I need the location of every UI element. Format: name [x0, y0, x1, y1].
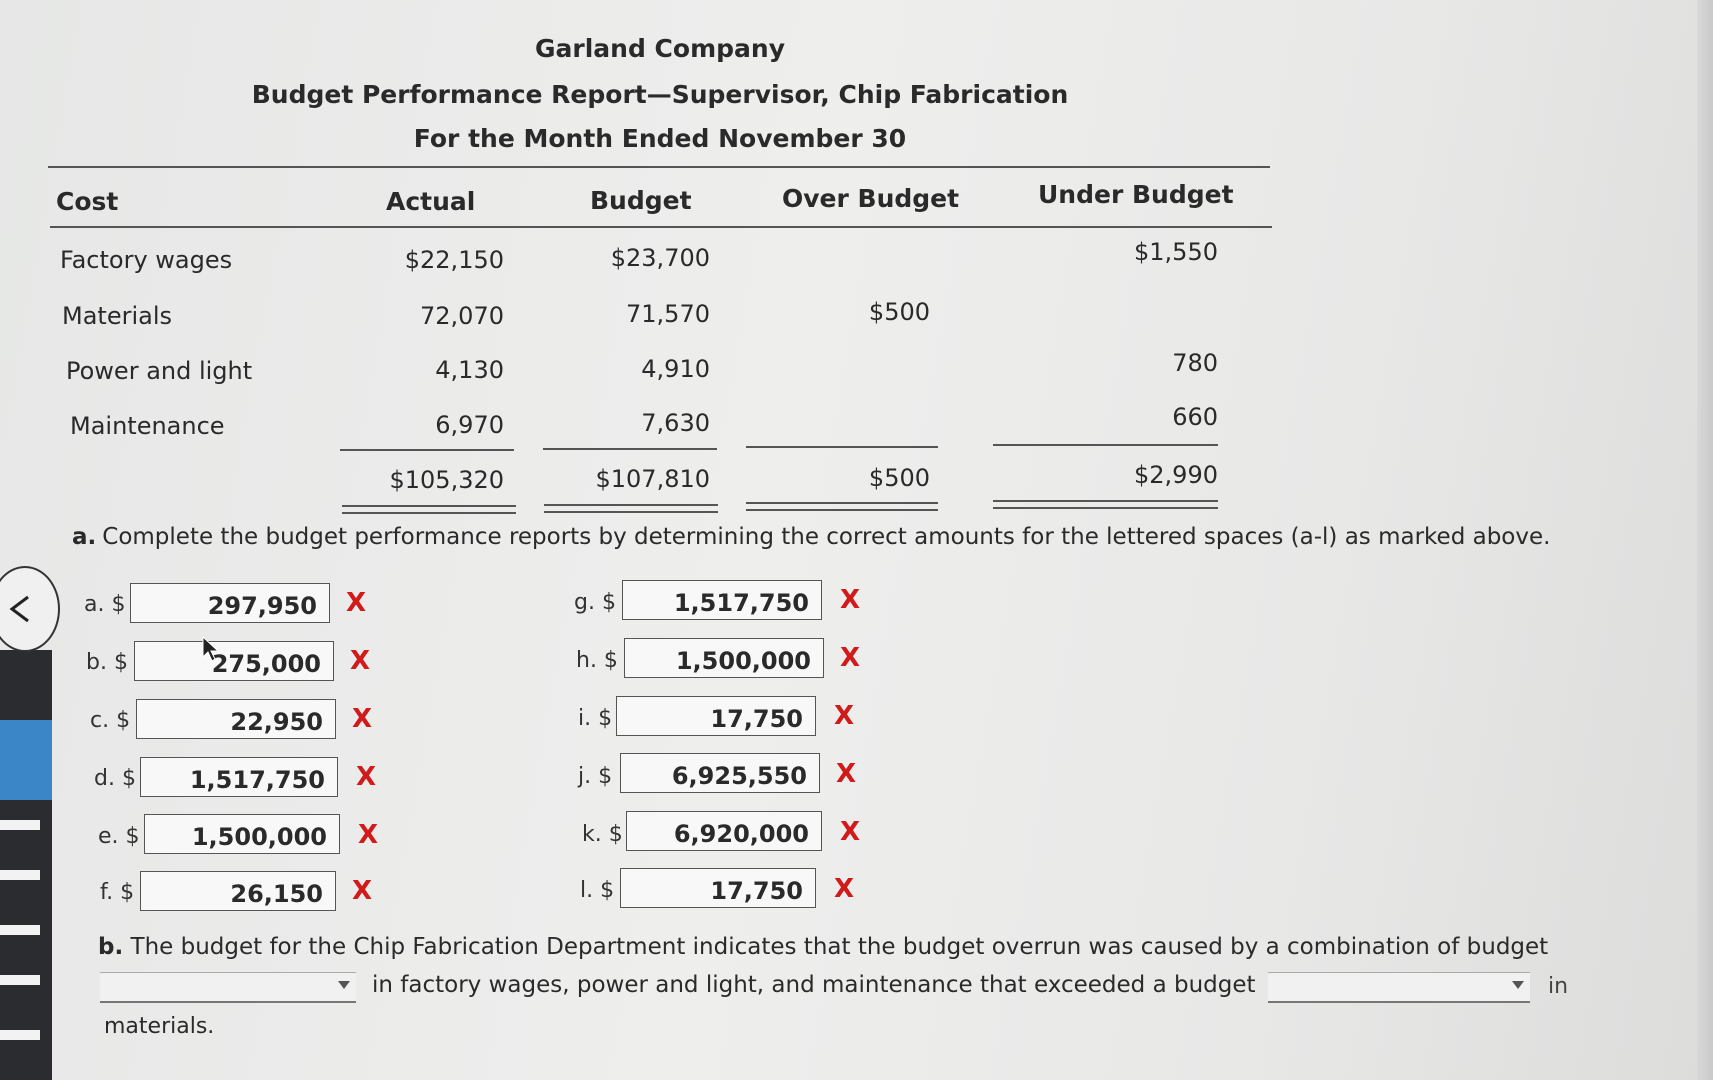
incorrect-icon: X — [346, 588, 367, 618]
total-actual: $105,320 — [389, 466, 504, 494]
row-budget: 4,910 — [641, 355, 710, 383]
part-b-sentence — [98, 934, 1548, 960]
incorrect-icon: X — [358, 820, 379, 850]
answer-input-b[interactable] — [134, 641, 334, 681]
mouse-cursor-icon — [202, 636, 222, 662]
header-rule — [50, 226, 1272, 228]
row-actual: 6,970 — [435, 411, 504, 439]
row-under: $1,550 — [1134, 238, 1218, 266]
left-taskbar — [0, 650, 52, 1080]
taskbar-item — [0, 975, 40, 985]
incorrect-icon: X — [836, 759, 857, 789]
header-cost: Cost — [56, 187, 119, 216]
row-actual: $22,150 — [404, 246, 504, 274]
answer-label-j: j. $ — [578, 764, 613, 789]
row-under: 780 — [1172, 349, 1218, 377]
answer-input-d[interactable] — [140, 757, 338, 797]
row-budget: 71,570 — [626, 300, 710, 328]
answer-label-k: k. $ — [582, 822, 623, 847]
chevron-down-icon — [338, 981, 350, 989]
header-budget: Budget — [590, 186, 692, 215]
part-a-label: a. — [72, 524, 97, 550]
answer-label-e: e. $ — [98, 824, 140, 849]
answer-label-i: i. $ — [578, 706, 613, 731]
answer-input-e[interactable] — [144, 814, 340, 854]
company-name: Garland Company — [535, 34, 785, 63]
incorrect-icon: X — [840, 585, 861, 615]
answer-label-f: f. $ — [100, 880, 135, 905]
part-b-text-3: in — [1548, 974, 1569, 999]
row-over: $500 — [868, 298, 930, 326]
total-under: $2,990 — [1134, 461, 1218, 489]
row-under: 660 — [1172, 403, 1218, 431]
taskbar-item — [0, 925, 40, 935]
answer-label-b: b. $ — [86, 650, 128, 675]
row-cost: Power and light — [66, 357, 253, 385]
answer-label-h: h. $ — [576, 648, 618, 673]
total-double-rule — [746, 502, 938, 511]
taskbar-item — [0, 820, 40, 830]
dropdown-budget-variance-2[interactable] — [1268, 972, 1530, 1003]
part-b-label: b. — [98, 934, 124, 960]
answer-label-c: c. $ — [90, 708, 131, 733]
answer-input-l[interactable] — [620, 868, 816, 908]
report-period: For the Month Ended November 30 — [413, 124, 907, 153]
taskbar-item — [0, 870, 40, 880]
answer-input-c[interactable] — [136, 699, 336, 739]
total-over: $500 — [868, 464, 930, 492]
part-b-text-4: materials. — [104, 1014, 215, 1039]
answer-input-h[interactable] — [624, 638, 824, 678]
incorrect-icon: X — [352, 704, 373, 734]
answer-input-f[interactable] — [140, 871, 336, 911]
total-budget: $107,810 — [595, 465, 710, 493]
row-budget: $23,700 — [610, 244, 710, 272]
answer-input-j[interactable] — [620, 753, 820, 793]
report-title: Budget Performance Report—Supervisor, Chip Fabrication — [251, 80, 1069, 109]
header-under-budget: Under Budget — [1038, 180, 1234, 209]
monitor-edge — [1697, 0, 1713, 1080]
answer-input-a[interactable] — [130, 583, 330, 623]
taskbar-active-item — [0, 720, 52, 800]
answer-label-g: g. $ — [574, 590, 616, 615]
answer-input-g[interactable] — [622, 580, 822, 620]
incorrect-icon: X — [840, 643, 861, 673]
answer-label-a: a. $ — [84, 592, 126, 617]
incorrect-icon: X — [356, 762, 377, 792]
incorrect-icon: X — [834, 874, 855, 904]
row-cost: Factory wages — [60, 246, 233, 274]
header-actual: Actual — [386, 187, 476, 216]
answer-input-i[interactable] — [616, 696, 816, 736]
answer-label-d: d. $ — [94, 766, 136, 791]
subtotal-rule — [746, 446, 938, 448]
row-budget: 7,630 — [641, 409, 710, 437]
table-top-rule — [48, 166, 1270, 168]
row-actual: 4,130 — [435, 356, 504, 384]
chevron-down-icon — [1512, 981, 1524, 989]
incorrect-icon: X — [350, 646, 371, 676]
answer-input-k[interactable] — [626, 811, 822, 851]
row-actual: 72,070 — [420, 302, 504, 330]
chevron-left-icon — [6, 594, 34, 624]
incorrect-icon: X — [840, 817, 861, 847]
part-a-text: Complete the budget performance reports by determining the correct amounts for the lettered spaces (a-l) as marked above. — [102, 524, 1551, 550]
subtotal-rule — [993, 444, 1218, 446]
answer-label-l: l. $ — [580, 878, 615, 903]
total-double-rule — [993, 500, 1218, 509]
part-a-instruction — [72, 524, 1550, 550]
incorrect-icon: X — [352, 876, 373, 906]
dropdown-budget-variance-1[interactable] — [100, 972, 356, 1003]
part-b-text-2: in factory wages, power and light, and maintenance that exceeded a budget — [372, 972, 1256, 998]
header-over-budget: Over Budget — [782, 184, 960, 213]
total-double-rule — [544, 504, 718, 513]
subtotal-rule — [340, 449, 514, 451]
part-b-text-1: The budget for the Chip Fabrication Department indicates that the budget overrun was caused by a combination of budget — [130, 934, 1549, 960]
taskbar-item — [0, 1030, 40, 1040]
row-cost: Materials — [62, 302, 173, 330]
total-double-rule — [342, 505, 516, 514]
row-cost: Maintenance — [70, 412, 225, 440]
incorrect-icon: X — [834, 701, 855, 731]
subtotal-rule — [543, 448, 717, 450]
